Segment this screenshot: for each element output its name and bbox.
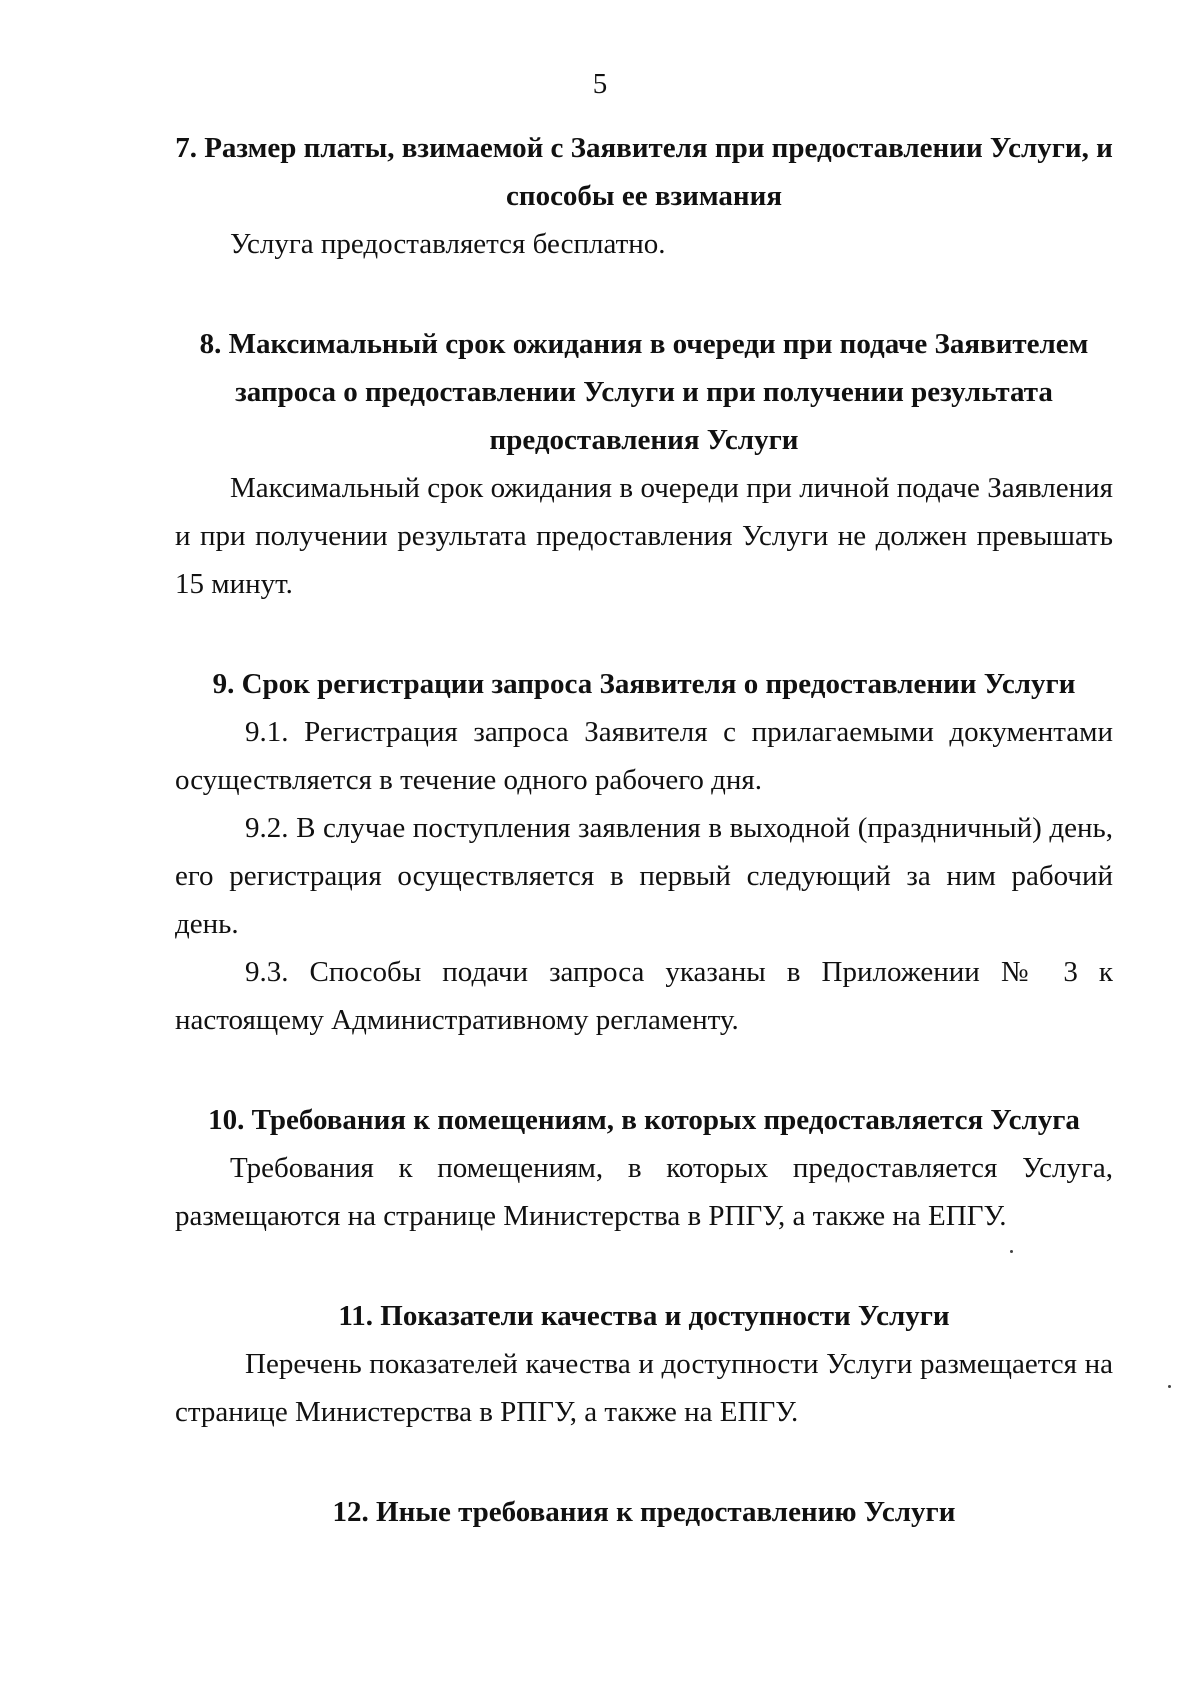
page-number: 5 (592, 68, 608, 100)
paragraph: 9.2. В случае поступления заявления в выходной (праздничный) день, его регистрация осуществляется в первый следующий за ним рабочий день. (175, 812, 1113, 940)
section-heading-line: 12. Иные требования к предоставлению Услуги (332, 1496, 956, 1528)
section-8 (175, 320, 1113, 608)
section-heading-line: 7. Размер платы, взимаемой с Заявителя при предоставлении Услуги, и (175, 132, 1113, 164)
paragraph: 9.3. Способы подачи запроса указаны в Приложении № 3 к настоящему Административному регламенту. (175, 956, 1113, 1036)
section-heading-line: запроса о предоставлении Услуги и при получении результата (235, 376, 1053, 408)
scan-speck (1168, 1385, 1171, 1388)
paragraph: Требования к помещениям, в которых предоставляется Услуга, размещаются на странице Министерства в РПГУ, а также на ЕПГУ. (175, 1152, 1113, 1232)
section-11 (175, 1292, 1113, 1436)
section-7 (175, 124, 1113, 268)
document-body (175, 124, 1113, 1536)
section-heading-line: способы ее взимания (505, 180, 783, 212)
section-heading-line: 8. Максимальный срок ожидания в очереди при подаче Заявителем (199, 328, 1089, 360)
paragraph: 9.1. Регистрация запроса Заявителя с прилагаемыми документами осуществляется в течение одного рабочего дня. (175, 716, 1113, 796)
section-heading-line: 10. Требования к помещениям, в которых предоставляется Услуга (208, 1104, 1080, 1136)
section-12 (175, 1488, 1113, 1536)
section-heading-line: 9. Срок регистрации запроса Заявителя о предоставлении Услуги (212, 668, 1076, 700)
section-heading-line: 11. Показатели качества и доступности Услуги (338, 1300, 950, 1332)
section-10 (175, 1096, 1113, 1240)
section-heading-line: предоставления Услуги (489, 424, 799, 456)
paragraph: Перечень показателей качества и доступности Услуги размещается на странице Министерства в РПГУ, а также на ЕПГУ. (175, 1348, 1113, 1428)
paragraph: Услуга предоставляется бесплатно. (230, 228, 666, 260)
scan-speck (1010, 1250, 1013, 1253)
paragraph: Максимальный срок ожидания в очереди при личной подаче Заявления и при получении результата предоставления Услуги не должен превышать 15 минут. (175, 472, 1113, 600)
section-9 (175, 660, 1113, 1044)
